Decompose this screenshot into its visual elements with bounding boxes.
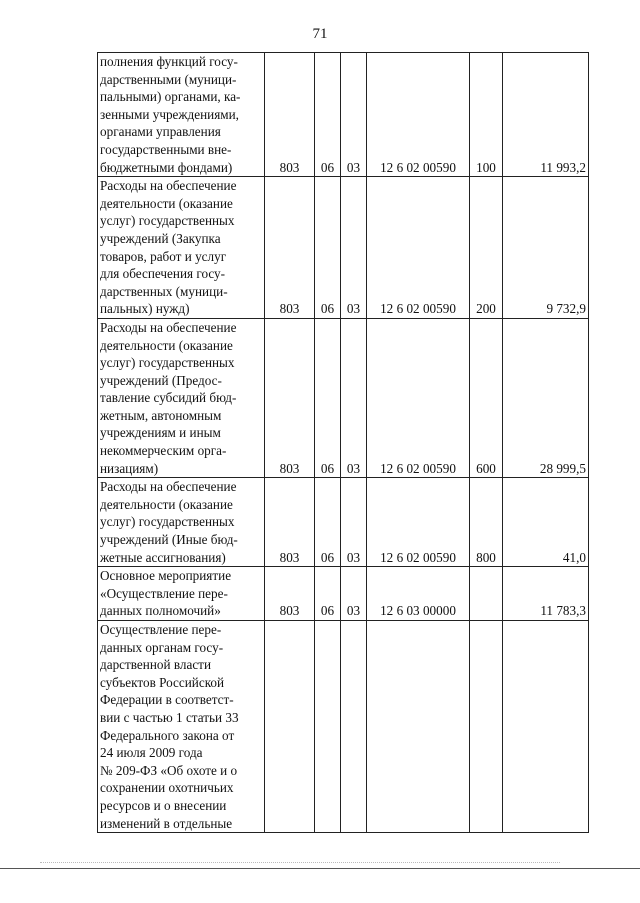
expense-type-cell: 800 (470, 478, 503, 567)
description-line: Федерации в соответст- (100, 692, 234, 708)
description-line: дарственными (муници- (100, 71, 237, 87)
expense-type-cell (470, 621, 503, 833)
description-line: услуг) государственных (100, 355, 235, 371)
description-line: дарственной власти (100, 657, 211, 673)
target-item-cell: 12 6 02 00590 (367, 478, 470, 567)
description-line: жетные ассигнования) (100, 549, 226, 565)
description-line: деятельности (оказание (100, 496, 233, 512)
amount-cell: 9 732,9 (503, 177, 589, 319)
row-description (98, 567, 265, 621)
amount-cell (503, 621, 589, 833)
description-line: ресурсов и о внесении (100, 797, 227, 813)
amount-cell: 41,0 (503, 478, 589, 567)
section-code-cell: 06 (315, 177, 341, 319)
row-description (98, 318, 265, 477)
description-line: учреждений (Предос- (100, 372, 222, 388)
subsection-code-cell (341, 621, 367, 833)
description-line: учреждений (Закупка (100, 230, 221, 246)
section-code-cell: 06 (315, 318, 341, 477)
description-line: жетным, автономным (100, 407, 222, 423)
description-line: некоммерческим орга- (100, 443, 227, 459)
description-line: зенными учреждениями, (100, 106, 239, 122)
description-line: учреждениям и иным (100, 425, 221, 441)
description-line: пальных) нужд) (100, 301, 190, 317)
description-line: 24 июля 2009 года (100, 745, 203, 761)
description-line: для обеспечения госу- (100, 266, 226, 282)
description-line: бюджетными фондами) (100, 159, 233, 175)
ministry-code-cell: 803 (265, 318, 315, 477)
subsection-code-cell: 03 (341, 567, 367, 621)
expense-type-cell: 600 (470, 318, 503, 477)
expense-type-cell: 200 (470, 177, 503, 319)
description-line: пальными) органами, ка- (100, 89, 241, 105)
row-description (98, 478, 265, 567)
description-line: вии с частью 1 статьи 33 (100, 709, 239, 725)
table-row (98, 177, 589, 319)
description-line: данных органам госу- (100, 639, 224, 655)
description-line: тавление субсидий бюд- (100, 390, 237, 406)
expense-type-cell (470, 567, 503, 621)
description-line: услуг) государственных (100, 213, 235, 229)
amount-cell: 11 993,2 (503, 53, 589, 177)
row-description (98, 53, 265, 177)
section-code-cell: 06 (315, 478, 341, 567)
description-line: № 209-ФЗ «Об охоте и о (100, 762, 238, 778)
description-line: изменений в отдельные (100, 815, 233, 831)
description-line: Расходы на обеспечение (100, 479, 237, 495)
target-item-cell: 12 6 02 00590 (367, 53, 470, 177)
description-line: Федерального закона от (100, 727, 235, 743)
subsection-code-cell: 03 (341, 177, 367, 319)
description-line: низациям) (100, 460, 159, 476)
budget-table (97, 52, 589, 833)
ministry-code-cell: 803 (265, 567, 315, 621)
description-line: органами управления (100, 124, 221, 140)
scan-artifact-dots (40, 862, 560, 863)
table-row (98, 53, 589, 177)
ministry-code-cell: 803 (265, 478, 315, 567)
row-description (98, 177, 265, 319)
section-code-cell (315, 621, 341, 833)
description-line: «Осуществление пере- (100, 585, 228, 601)
description-line: полнения функций госу- (100, 54, 238, 69)
row-description (98, 621, 265, 833)
table-row (98, 567, 589, 621)
description-line: деятельности (оказание (100, 337, 233, 353)
subsection-code-cell: 03 (341, 318, 367, 477)
expense-type-cell: 100 (470, 53, 503, 177)
amount-cell: 11 783,3 (503, 567, 589, 621)
description-line: Основное мероприятие (100, 568, 232, 584)
table-row (98, 478, 589, 567)
description-line: дарственных (муници- (100, 283, 228, 299)
section-code-cell: 06 (315, 567, 341, 621)
description-line: услуг) государственных (100, 514, 235, 530)
subsection-code-cell: 03 (341, 478, 367, 567)
description-line: сохранении охотничьих (100, 780, 234, 796)
description-line: Расходы на обеспечение (100, 178, 237, 194)
description-line: Расходы на обеспечение (100, 319, 237, 335)
target-item-cell (367, 621, 470, 833)
table-row (98, 621, 589, 833)
target-item-cell: 12 6 02 00590 (367, 177, 470, 319)
description-line: товаров, работ и услуг (100, 248, 227, 264)
subsection-code-cell: 03 (341, 53, 367, 177)
description-line: данных полномочий» (100, 603, 221, 619)
budget-table-body (98, 53, 589, 833)
description-line: Осуществление пере- (100, 622, 222, 637)
description-line: деятельности (оказание (100, 195, 233, 211)
description-line: субъектов Российской (100, 674, 225, 690)
target-item-cell: 12 6 03 00000 (367, 567, 470, 621)
amount-cell: 28 999,5 (503, 318, 589, 477)
ministry-code-cell: 803 (265, 177, 315, 319)
target-item-cell: 12 6 02 00590 (367, 318, 470, 477)
page-bottom-line (0, 868, 640, 869)
ministry-code-cell: 803 (265, 53, 315, 177)
description-line: государственными вне- (100, 141, 232, 157)
page-number: 71 (312, 26, 328, 42)
table-row (98, 318, 589, 477)
description-line: учреждений (Иные бюд- (100, 532, 238, 548)
section-code-cell: 06 (315, 53, 341, 177)
ministry-code-cell (265, 621, 315, 833)
